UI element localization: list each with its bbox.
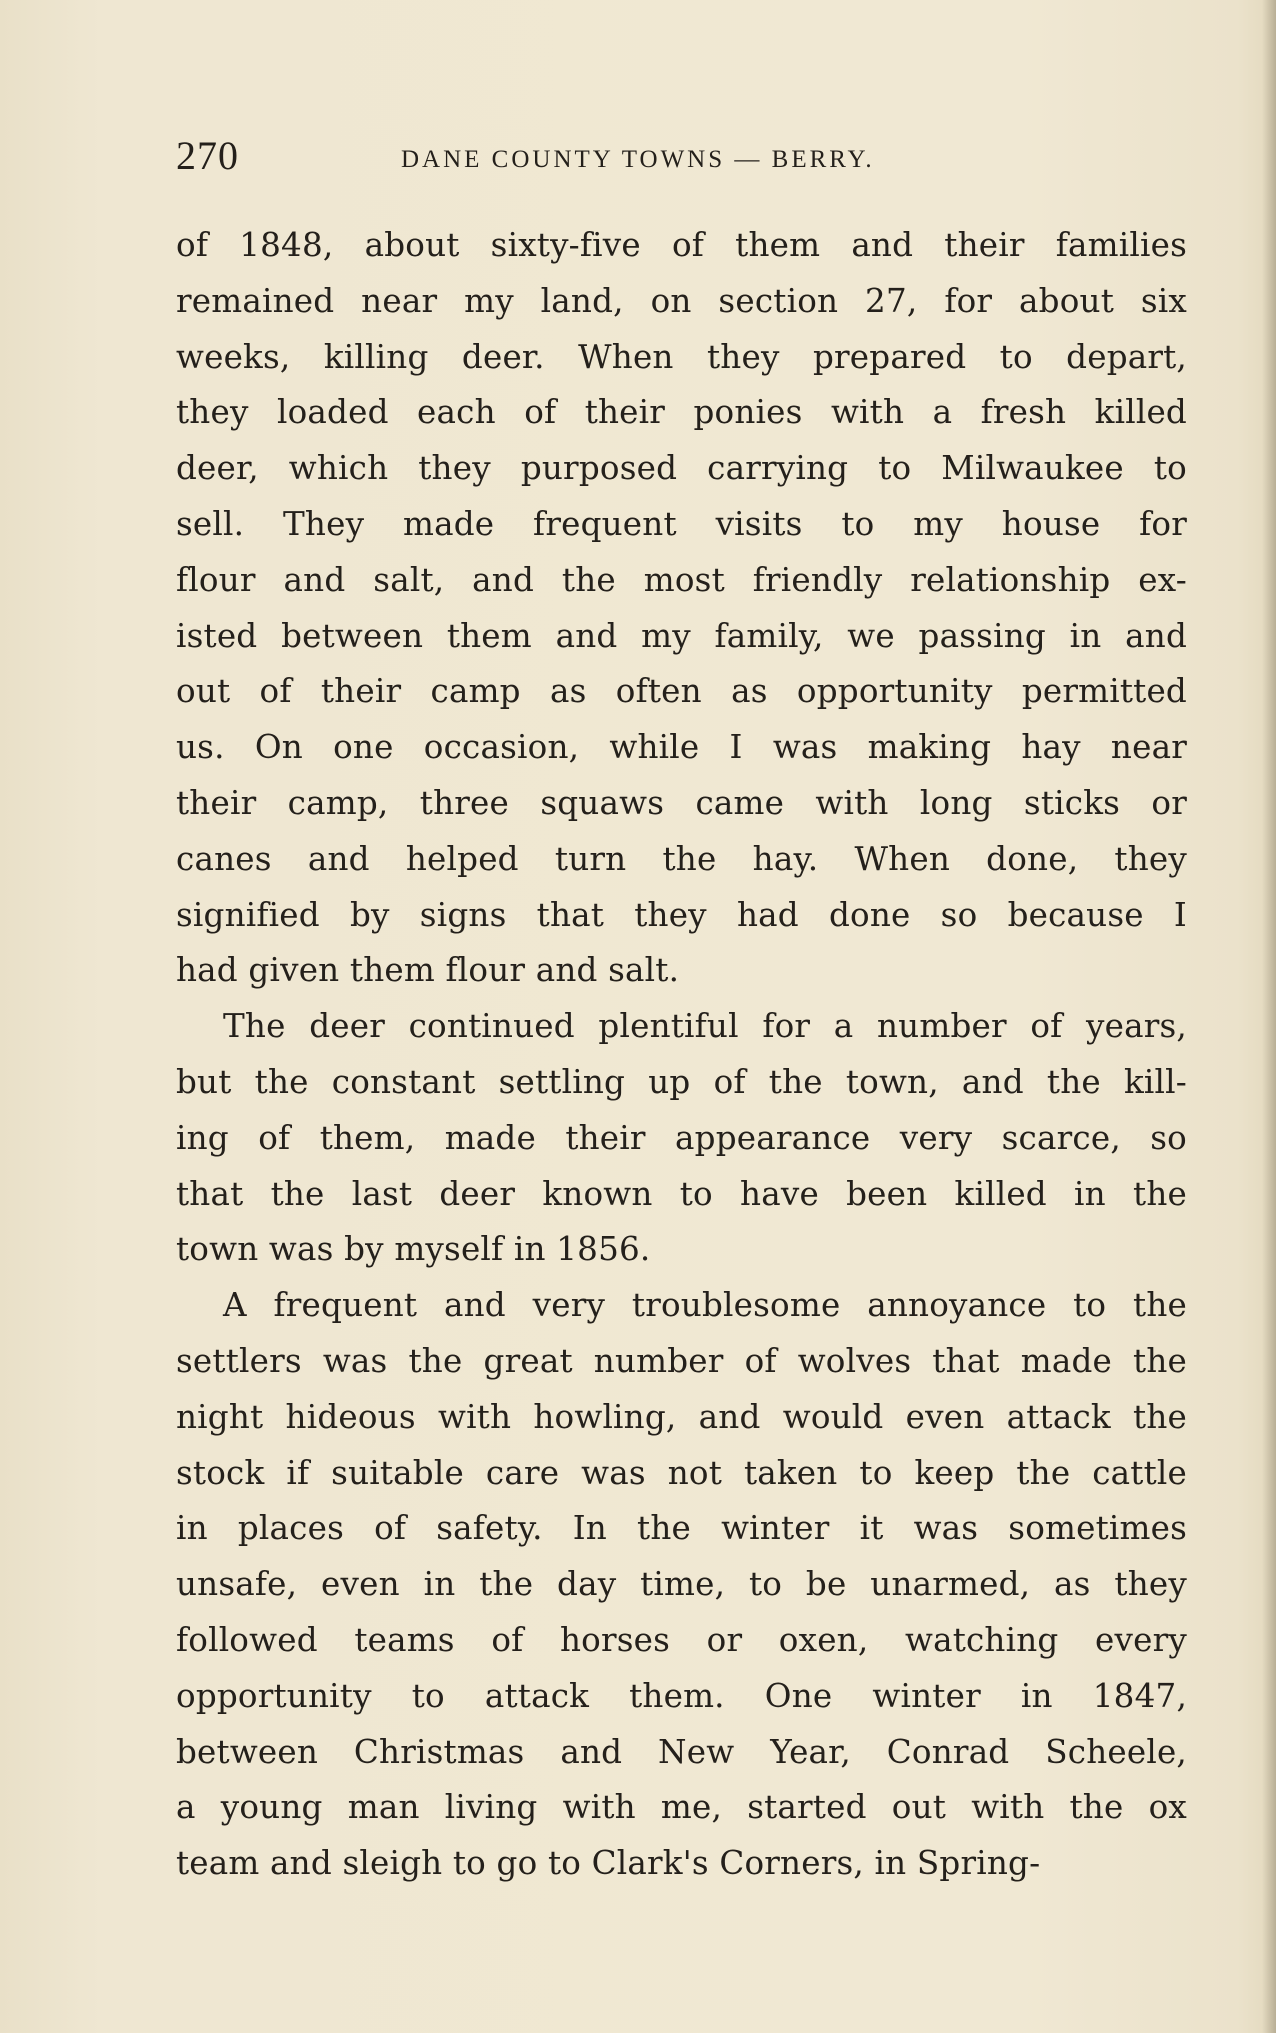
text-line: settlers was the great number of wolves that made the: [176, 1341, 1187, 1380]
body-text: [176, 218, 1187, 1892]
text-line: between Christmas and New Year, Conrad Scheele,: [176, 1732, 1187, 1771]
text-line: town was by myself in 1856.: [176, 1230, 651, 1269]
text-line: us. On one occasion, while I was making hay near: [176, 728, 1187, 767]
text-line: followed teams of horses or oxen, watching every: [176, 1620, 1187, 1659]
text-line: had given them flour and salt.: [176, 951, 680, 990]
paragraph: [176, 1278, 1187, 1892]
text-line: they loaded each of their ponies with a fresh killed: [176, 393, 1187, 432]
text-line: their camp, three squaws came with long sticks or: [176, 783, 1187, 822]
text-line: but the constant settling up of the town, and the kill-: [176, 1062, 1187, 1101]
text-line: team and sleigh to go to Clark's Corners, in Spring-: [176, 1844, 1041, 1883]
page-number: 270: [176, 133, 239, 178]
running-head: DANE COUNTY TOWNS — BERRY.: [401, 146, 875, 173]
text-line: stock if suitable care was not taken to keep the cattle: [176, 1453, 1187, 1492]
text-line: weeks, killing deer. When they prepared to depart,: [176, 337, 1187, 376]
text-line: of 1848, about sixty-five of them and their families: [176, 226, 1187, 264]
text-line: flour and salt, and the most friendly relationship ex-: [176, 560, 1187, 599]
text-line: night hideous with howling, and would even attack the: [176, 1397, 1187, 1436]
text-line: in places of safety. In the winter it was sometimes: [176, 1509, 1187, 1548]
text-line: The deer continued plentiful for a number of years,: [223, 1007, 1187, 1046]
page-edge-shadow: [1262, 0, 1276, 2033]
text-line: a young man living with me, started out with the ox: [176, 1788, 1187, 1827]
paragraph: [176, 218, 1187, 999]
text-line: A frequent and very troublesome annoyance to the: [223, 1286, 1187, 1325]
paragraph: [176, 999, 1187, 1278]
text-line: that the last deer known to have been killed in the: [176, 1174, 1187, 1213]
text-line: ing of them, made their appearance very scarce, so: [176, 1118, 1187, 1157]
text-line: opportunity to attack them. One winter in 1847,: [176, 1676, 1187, 1715]
text-line: unsafe, even in the day time, to be unarmed, as they: [176, 1565, 1187, 1604]
text-line: sell. They made frequent visits to my house for: [176, 504, 1187, 543]
text-line: out of their camp as often as opportunity permitted: [176, 672, 1187, 711]
text-line: remained near my land, on section 27, for about six: [176, 281, 1187, 320]
text-line: isted between them and my family, we passing in and: [176, 616, 1187, 655]
text-line: canes and helped turn the hay. When done, they: [176, 839, 1187, 878]
text-line: signified by signs that they had done so because I: [176, 895, 1187, 934]
page-header: [176, 132, 976, 192]
text-line: deer, which they purposed carrying to Milwaukee to: [176, 449, 1187, 488]
